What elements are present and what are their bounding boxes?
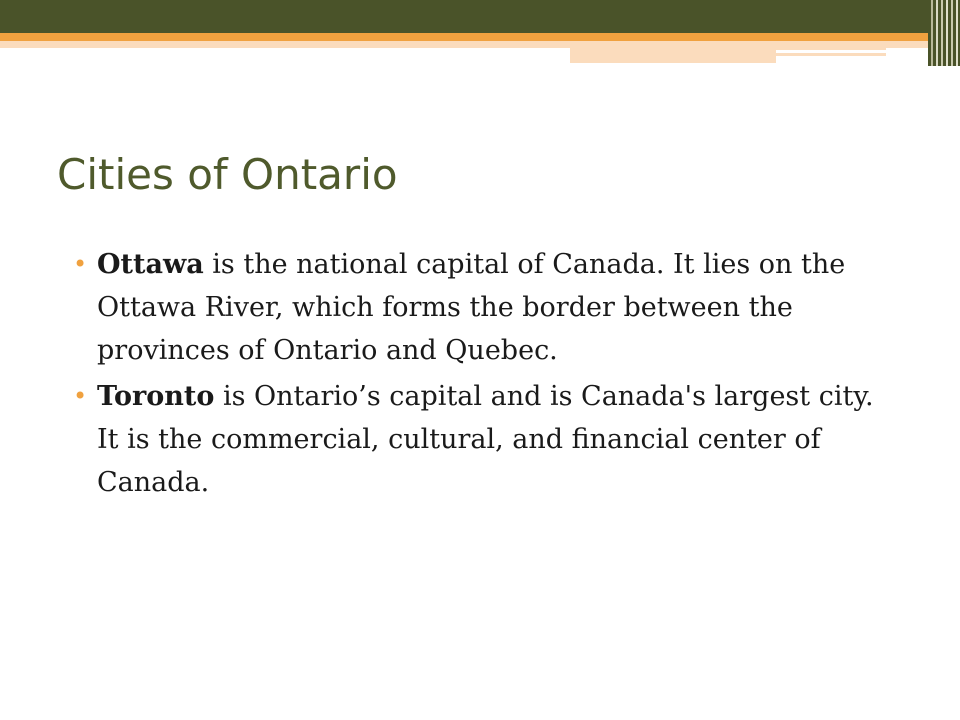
city-name: Ottawa: [97, 249, 204, 280]
header-vertical-stripes: [928, 0, 960, 66]
slide-title: Cities of Ontario: [57, 150, 398, 199]
header-white-notch: [776, 50, 888, 53]
bullet-dot-icon: •: [73, 382, 88, 410]
header-band: [0, 0, 960, 33]
bullet-list: [73, 243, 903, 507]
bullet-item-toronto: [73, 375, 903, 504]
city-name: Toronto: [97, 381, 215, 412]
header-peach-strip: [0, 41, 930, 48]
bullet-text: is Ontario’s capital and is Canada's largest city. It is the commercial, cultural, and financial center of Canada.: [97, 381, 874, 498]
bullet-text: is the national capital of Canada. It lies on the Ottawa River, which forms the border between the provinces of Ontario and Quebec.: [97, 249, 846, 366]
bullet-item-ottawa: [73, 243, 903, 372]
bullet-dot-icon: •: [73, 250, 88, 278]
header-peach-step-lower: [570, 56, 776, 63]
header-orange-line: [0, 33, 930, 41]
